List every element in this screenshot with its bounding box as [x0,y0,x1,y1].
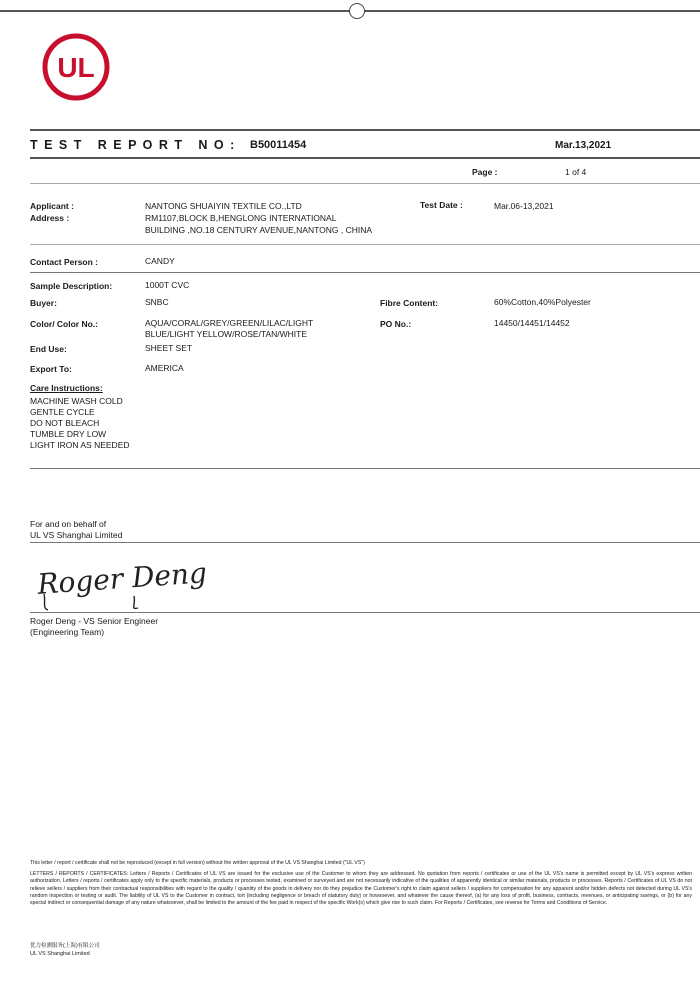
footer-company-en: UL VS Shanghai Limited [30,951,90,957]
fibre-value: 60%Cotton,40%Polyester [494,297,591,307]
contact-label: Contact Person : [30,257,99,267]
test-date-value: Mar.06-13,2021 [494,201,554,211]
end-use-label: End Use: [30,344,67,354]
buyer-label: Buyer: [30,298,57,308]
page-label: Page : [472,167,498,177]
applicant-label: Applicant : [30,201,74,211]
color-line-2: BLUE/LIGHT YELLOW/ROSE/TAN/WHITE [145,329,308,339]
care-label: Care Instructions: [30,383,103,393]
test-date-label: Test Date : [420,200,463,210]
page-value: 1 of 4 [565,167,587,177]
address-label: Address : [30,213,70,223]
export-value: AMERICA [145,363,184,373]
export-label: Export To: [30,364,72,374]
care-rule [30,468,700,469]
signer-name-title: Roger Deng - VS Senior Engineer [30,616,159,626]
buyer-value: SNBC [145,297,169,307]
care-list [30,396,130,451]
report-date: Mar.13,2021 [555,140,612,151]
report-number: B50011454 [250,139,307,151]
binder-ring [349,3,365,19]
fibre-label: Fibre Content: [380,298,439,308]
footer-terms: LETTERS / REPORTS / CERTIFICATES: Letters / Reports / Certificates of UL VS are issued for the exclusive use of the Customer to whom they are addressed. No quotation from reports / certificates or use of the UL VS's name is permitted except by UL VS's express written authorization. Letters / reports / certificates apply only to the specific materials, products or processes tested, examined or surveyed and are not necessarily indicative of the qualities of apparently identical or similar materials, products or processes. Reports / Certificates of UL VS do not relieve sellers / suppliers from their contractual responsibilities with regard to the quality / quantity of the goods in delivery nor do they prejudice the Customer's right to claim against sellers / suppliers for compensation for any apparent and/or hidden defects not detected during UL VS's random inspection or testing or audit. The liability of UL VS to the Customer in contract, tort (including negligence or breach of statutory duty) or howsoever, and whatever the cause thereof, (a) for any loss of profit, business, contracts, revenues, or anticipating savings, or (b) for any special indirect or consequential damage of any nature whatsoever, shall be limited to the amount of the fee paid in respect of the specific Work(s) which give rise to such claim. For Reports / Certificates, see reverse for Terms and Conditions of Service. [30,871,692,907]
handwritten-signature [34,550,208,612]
address-line-2: BUILDING ,NO.18 CENTURY AVENUE,NANTONG , CHINA [145,225,373,235]
color-label: Color/ Color No.: [30,319,98,329]
behalf-line-2: UL VS Shanghai Limited [30,530,123,540]
contact-value: CANDY [145,256,175,266]
po-label: PO No.: [380,319,412,329]
color-line-1: AQUA/CORAL/GREY/GREEN/LILAC/LIGHT [145,318,314,328]
page-rule [30,183,700,184]
applicant-value: NANTONG SHUAIYIN TEXTILE CO.,LTD [145,201,302,211]
signature-svg [34,550,208,612]
sample-label: Sample Description: [30,281,113,291]
address-line-1: RM1107,BLOCK B,HENGLONG INTERNATIONAL [145,213,337,223]
ul-logo-text: UL [57,52,95,83]
ul-logo-mark [42,33,110,101]
po-value: 14450/14451/14452 [494,318,570,328]
end-use-value: SHEET SET [145,343,193,353]
footer-notice: This letter / report / certificate shall not be reproduced (except in full version) without the written approval of the UL VS Shanghai Limited ("UL VS") [30,860,365,866]
contact-rule [30,272,700,273]
address-rule [30,244,700,245]
signer-team: (Engineering Team) [30,627,105,637]
signature-bottom-rule [30,612,700,613]
behalf-line-1: For and on behalf of [30,519,107,529]
signature-text: Roger Deng [36,556,208,601]
sample-value: 1000T CVC [145,280,190,290]
care-item: DO NOT BLEACH [30,418,100,428]
signature-top-rule [30,542,700,543]
report-title: T E S T R E P O R T N O : [30,138,236,152]
ul-logo [42,33,110,101]
care-item: LIGHT IRON AS NEEDED [30,440,130,450]
footer-company-cn: 优力检测服务(上海)有限公司 [30,943,100,949]
title-top-rule [30,129,700,131]
title-bottom-rule [30,157,700,159]
care-item: GENTLE CYCLE [30,407,95,417]
care-item: MACHINE WASH COLD [30,396,123,406]
care-item: TUMBLE DRY LOW [30,429,107,439]
